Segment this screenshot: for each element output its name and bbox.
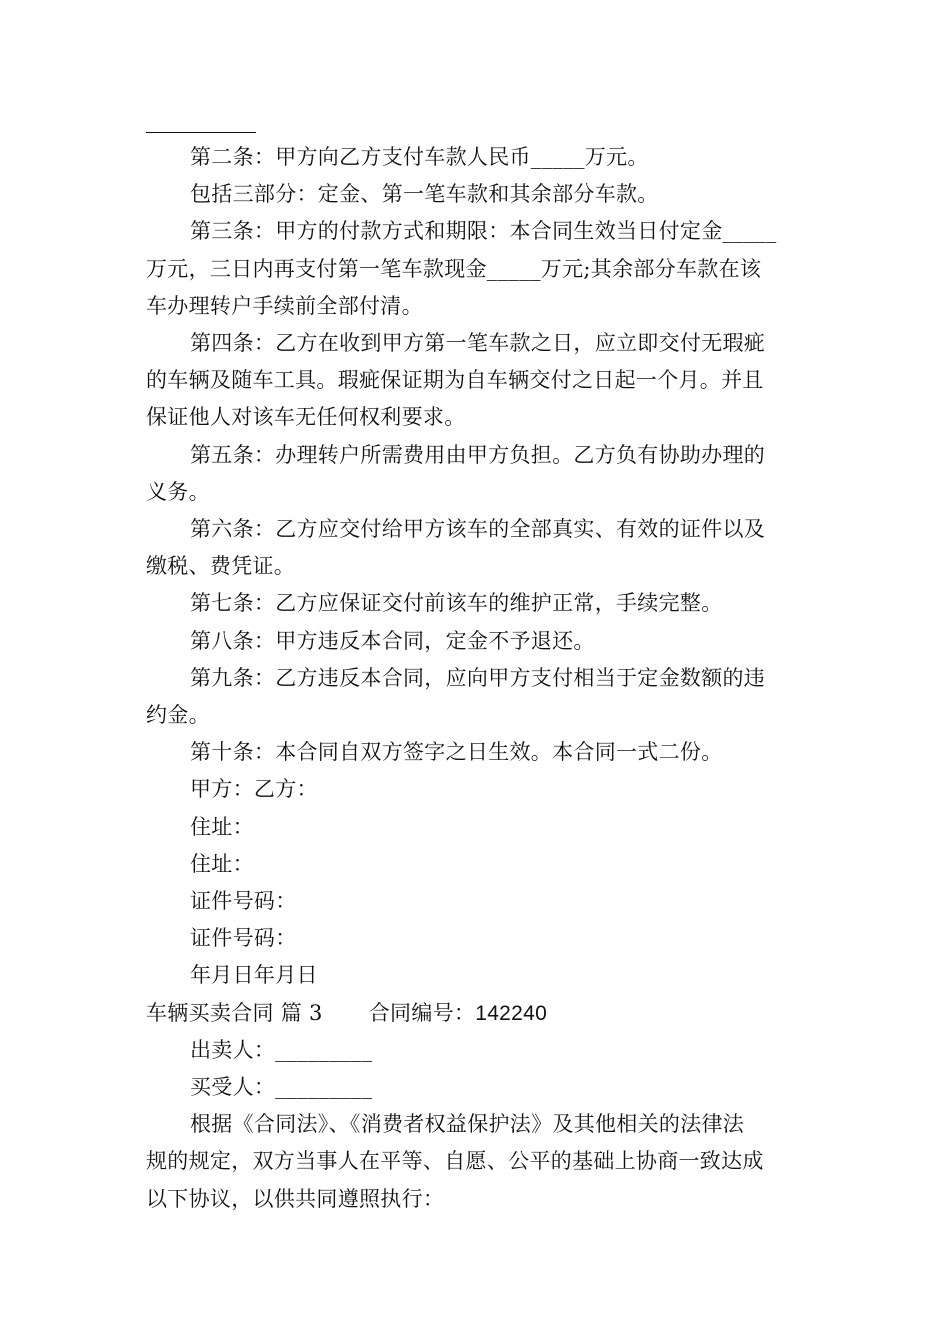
address-party-a: 住址： (190, 814, 254, 839)
contract-number-label: 合同编号： (368, 1000, 476, 1025)
clause-9-cont: 约金。 (146, 703, 210, 728)
clause-5-cont: 义务。 (146, 479, 210, 504)
clause-10: 第十条：本合同自双方签字之日生效。本合同一式二份。 (190, 740, 723, 765)
clause-2-detail: 包括三部分：定金、第一笔车款和其余部分车款。 (190, 182, 659, 207)
preamble-cont-1: 规的规定，双方当事人在平等、自愿、公平的基础上协商一致达成 (146, 1149, 764, 1174)
clause-3-cont-1: 万元，三日内再支付第一笔车款现金_____万元;其余部分车款在该 (146, 256, 762, 281)
document-page (146, 108, 806, 1218)
preamble-cont-2: 以下协议，以供共同遵照执行： (146, 1186, 445, 1211)
clause-3-cont-2: 车办理转户手续前全部付清。 (146, 293, 423, 318)
blank-underline (146, 108, 256, 133)
clause-3: 第三条：甲方的付款方式和期限：本合同生效当日付定金_____ (190, 219, 777, 244)
signature-parties: 甲方：乙方： (190, 777, 318, 802)
clause-2: 第二条：甲方向乙方支付车款人民币_____万元。 (190, 145, 649, 169)
clause-6-cont: 缴税、费凭证。 (146, 554, 296, 579)
id-number-party-b: 证件号码： (190, 926, 297, 951)
clause-8: 第八条：甲方违反本合同，定金不予退还。 (190, 628, 595, 653)
clause-4: 第四条：乙方在收到甲方第一笔车款之日，应立即交付无瑕疵 (190, 331, 766, 356)
id-number-party-a: 证件号码： (190, 889, 297, 914)
seller-line: 出卖人：_________ (190, 1037, 373, 1062)
clause-4-cont-2: 保证他人对该车无任何权利要求。 (146, 405, 466, 430)
clause-4-cont-1: 的车辆及随车工具。瑕疵保证期为自车辆交付之日起一个月。并且 (146, 368, 764, 393)
clause-6: 第六条：乙方应交付给甲方该车的全部真实、有效的证件以及 (190, 517, 766, 542)
preamble: 根据《合同法》、《消费者权益保护法》及其他相关的法律法 (190, 1112, 745, 1137)
clause-7: 第七条：乙方应保证交付前该车的维护正常，手续完整。 (190, 591, 723, 616)
buyer-line: 买受人：_________ (190, 1075, 373, 1100)
contract-number: 142240 (475, 1001, 548, 1025)
signature-dates: 年月日年月日 (190, 963, 318, 988)
clause-5: 第五条：办理转户所需费用由甲方负担。乙方负有协助办理的 (190, 442, 766, 467)
address-party-b: 住址： (190, 851, 254, 876)
clause-9: 第九条：乙方违反本合同，应向甲方支付相当于定金数额的违 (190, 665, 766, 690)
contract-title: 车辆买卖合同 篇 3 (146, 1000, 323, 1025)
contract-heading (146, 995, 806, 1032)
